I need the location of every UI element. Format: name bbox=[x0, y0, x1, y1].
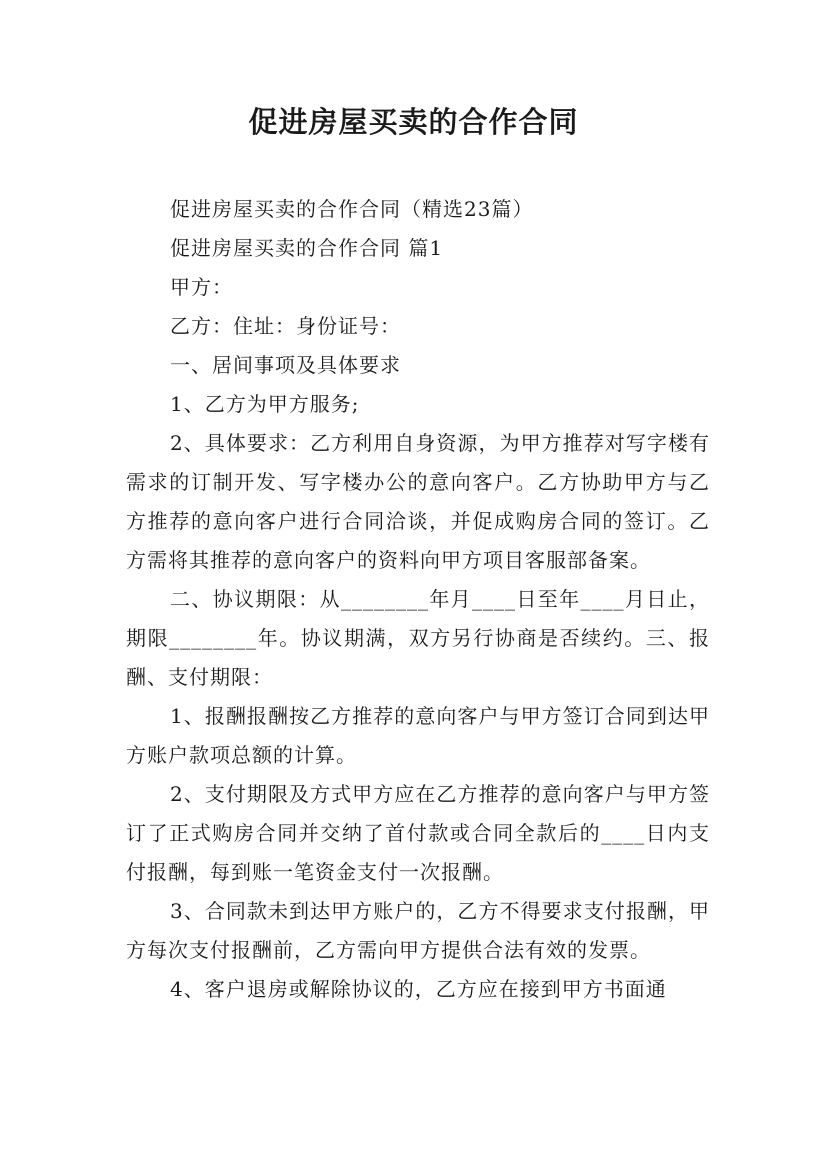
paragraph-section-heading: 促进房屋买卖的合作合同 篇1 bbox=[170, 236, 444, 260]
paragraph-clause-3-1: 1、报酬报酬按乙方推荐的意向客户与甲方签订合同到达甲方账户款项总额的计算。 bbox=[126, 704, 710, 767]
document-body bbox=[126, 190, 710, 1009]
paragraph-clause-2: 二、协议期限：从________年月____日至年____月日止，期限________年。协议期满，双方另行协商是否续约。三、报酬、支付期限： bbox=[126, 587, 710, 689]
paragraph-clause-3-2: 2、支付期限及方式甲方应在乙方推荐的意向客户与甲方签订了正式购房合同并交纳了首付款或合同全款后的____日内支付报酬，每到账一笔资金支付一次报酬。 bbox=[126, 782, 710, 884]
document-title: 促进房屋买卖的合作合同 bbox=[248, 105, 579, 139]
paragraph-subtitle: 促进房屋买卖的合作合同（精选23篇） bbox=[170, 197, 534, 221]
paragraph-clause-1-2: 2、具体要求：乙方利用自身资源，为甲方推荐对写字楼有需求的订制开发、写字楼办公的意向客户。乙方协助甲方与乙方推荐的意向客户进行合同洽谈，并促成购房合同的签订。乙方需将其推荐的意向客户的资料向甲方项目客服部备案。 bbox=[126, 431, 710, 572]
paragraph-party-b: 乙方：住址：身份证号： bbox=[170, 314, 401, 338]
paragraph-clause-3-3: 3、合同款未到达甲方账户的，乙方不得要求支付报酬，甲方每次支付报酬前，乙方需向甲方提供合法有效的发票。 bbox=[126, 899, 710, 962]
paragraph-clause-1-1: 1、乙方为甲方服务; bbox=[170, 392, 360, 416]
paragraph-clause-3-4: 4、客户退房或解除协议的，乙方应在接到甲方书面通 bbox=[170, 977, 667, 1001]
paragraph-clause-1-heading: 一、居间事项及具体要求 bbox=[170, 353, 401, 377]
paragraph-party-a: 甲方： bbox=[170, 275, 233, 299]
